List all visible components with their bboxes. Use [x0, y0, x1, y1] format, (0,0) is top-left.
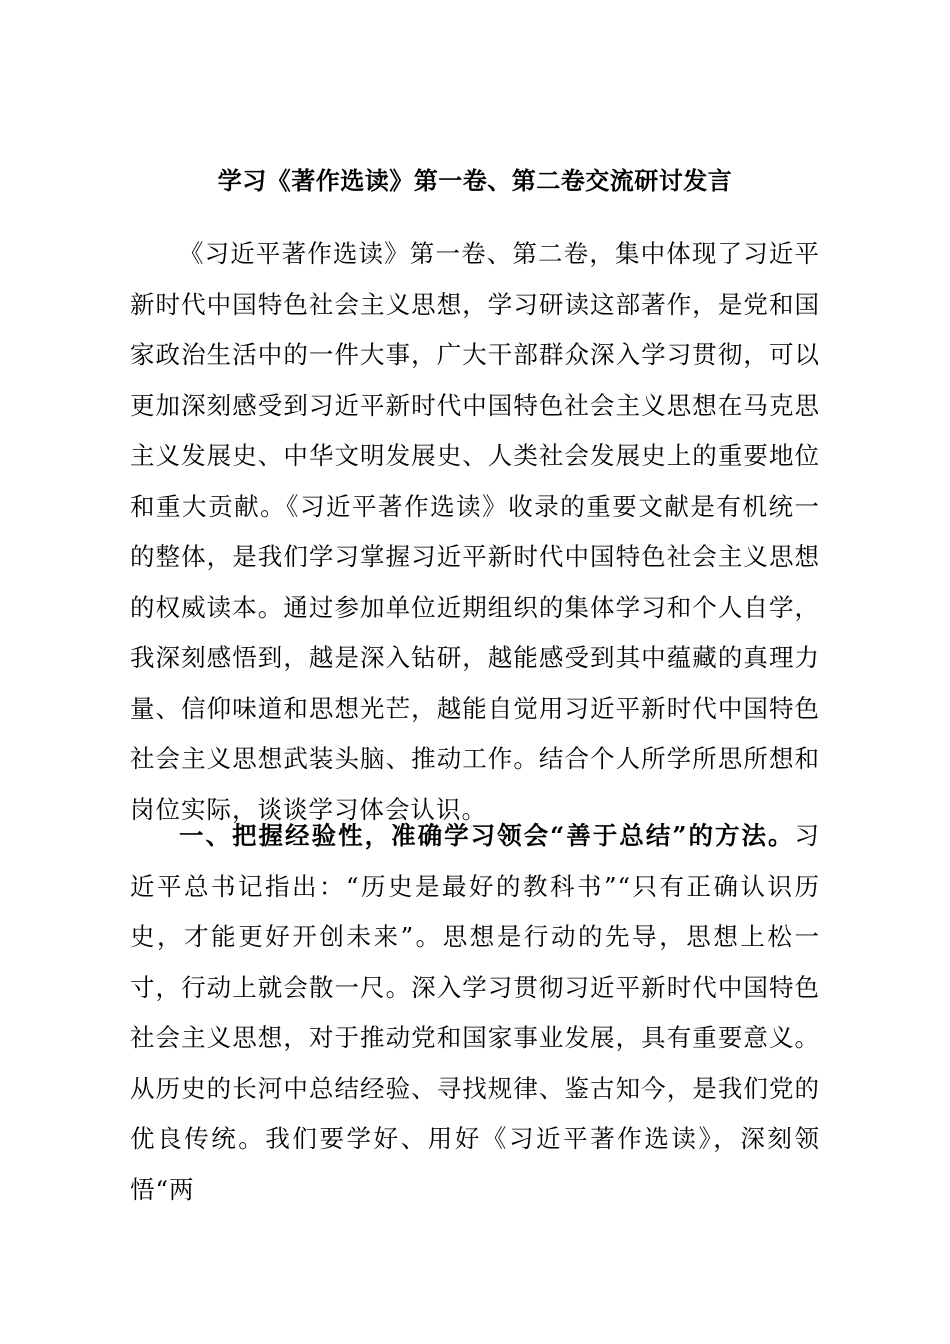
paragraph-section-one: [130, 811, 820, 1215]
document-title: 学习《著作选读》第一卷、第二卷交流研讨发言: [217, 166, 733, 195]
section-one-body: 习近平总书记指出：“历史是最好的教科书”“只有正确认识历史，才能更好开创未来”。思想是行动的先导，思想上松一寸，行动上就会散一尺。深入学习贯彻习近平新时代中国特色社会主义思想，对于推动党和国家事业发展，具有重要意义。从历史的长河中总结经验、寻找规律、鉴古知今，是我们党的优良传统。我们要学好、用好《习近平著作选读》，深刻领悟“两: [130, 821, 820, 1204]
paragraph-intro: 《习近平著作选读》第一卷、第二卷，集中体现了习近平新时代中国特色社会主义思想，学习研读这部著作，是党和国家政治生活中的一件大事，广大干部群众深入学习贯彻，可以更加深刻感受到习近平新时代中国特色社会主义思想在马克思主义发展史、中华文明发展史、人类社会发展史上的重要地位和重大贡献。《习近平著作选读》收录的重要文献是有机统一的整体，是我们学习掌握习近平新时代中国特色社会主义思想的权威读本。通过参加单位近期组织的集体学习和个人自学，我深刻感悟到，越是深入钻研，越能感受到其中蕴藏的真理力量、信仰味道和思想光芒，越能自觉用习近平新时代中国特色社会主义思想武装头脑、推动工作。结合个人所学所思所想和岗位实际，谈谈学习体会认识。: [130, 239, 820, 824]
section-one-heading: 一、把握经验性，准确学习领会“善于总结”的方法。: [179, 821, 795, 850]
